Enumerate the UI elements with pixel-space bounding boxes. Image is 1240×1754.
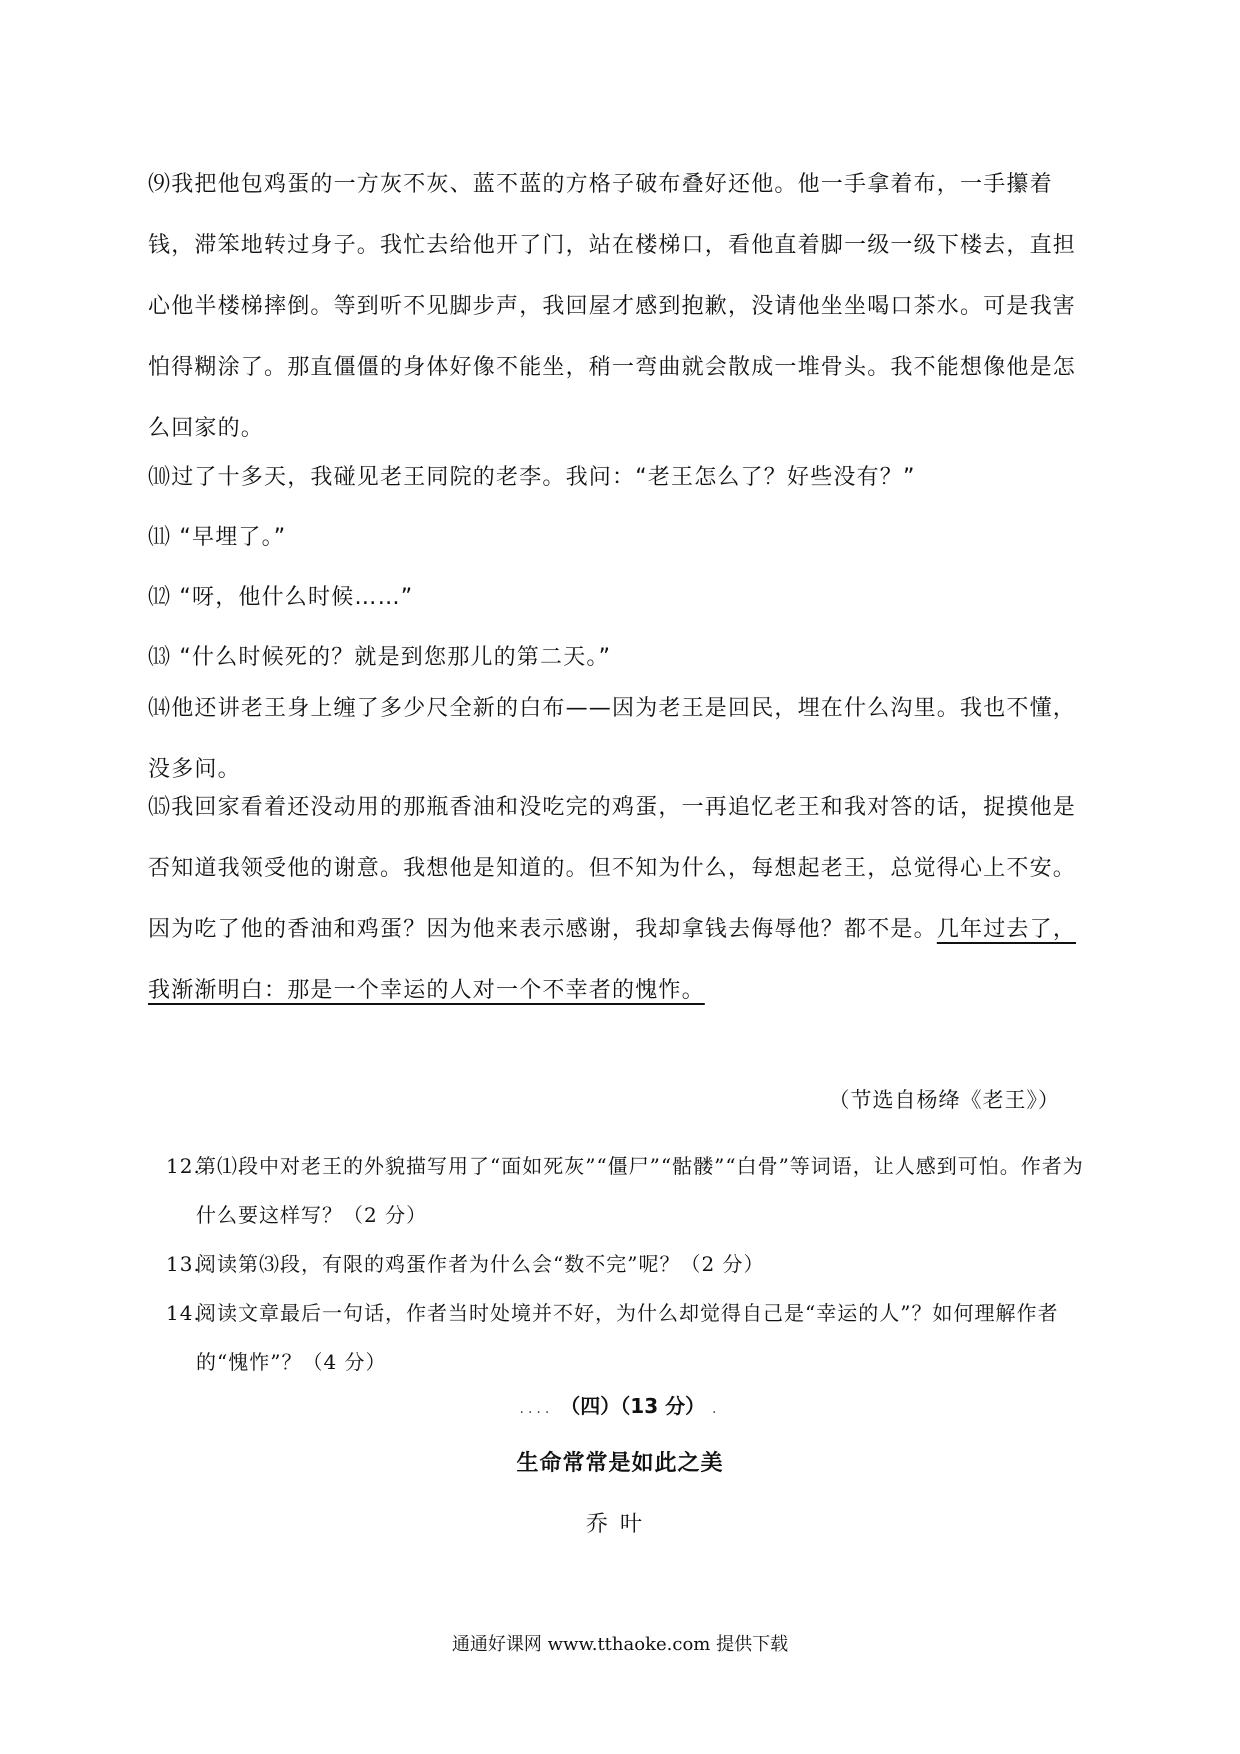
question-text: 阅读第⑶段，有限的鸡蛋作者为什么会“数不完”呢？（2 分） [196, 1252, 765, 1276]
paragraph-15 [148, 777, 1098, 1021]
question-number: 13. [166, 1252, 201, 1276]
paragraph-9: ⑼我把他包鸡蛋的一方灰不灰、蓝不蓝的方格子破布叠好还他。他一手拿着布，一手攥着钱，滞笨地转过身子。我忙去给他开了门，站在楼梯口，看他直着脚一级一级下楼去，直担心他半楼梯摔倒。等到听不见脚步声，我回屋才感到抱歉，没请他坐坐喝口茶水。可是我害怕得糊涂了。那直僵僵的身体好像不能坐，稍一弯曲就会散成一堆骨头。我不能想像他是怎么回家的。 [148, 172, 1077, 441]
essay-author: 乔叶 [585, 1512, 654, 1537]
question-text: 第⑴段中对老王的外貌描写用了“面如死灰”“僵尸”“骷髅”“白骨”等词语，让人感到可怕。作者为什么要这样写？（2 分） [196, 1154, 1084, 1227]
essay-title: 生命常常是如此之美 [516, 1451, 724, 1476]
section-dots: .... [519, 1401, 554, 1417]
question-number: 12. [166, 1154, 201, 1178]
paragraph-10: ⑽过了十多天，我碰见老王同院的老李。我问：“老王怎么了？好些没有？” [148, 465, 916, 490]
question-14 [166, 1289, 1096, 1387]
paragraph-14: ⒁他还讲老王身上缠了多少尺全新的白布——因为老王是回民，埋在什么沟里。我也不懂，没多问。 [148, 696, 1077, 782]
paragraph-11: ⑾ “早埋了。” [148, 525, 287, 550]
question-12 [166, 1142, 1096, 1240]
question-13 [166, 1240, 1096, 1289]
paragraph-12: ⑿ “呀，他什么时候……” [148, 585, 414, 610]
paragraph-15-text: ⒂我回家看着还没动用的那瓶香油和没吃完的鸡蛋，一再追忆老王和我对答的话，捉摸他是否知道我领受他的谢意。我想他是知道的。但不知为什么，每想起老王，总觉得心上不安。因为吃了他的香油和鸡蛋？因为他来表示感谢，我却拿钱去侮辱他？都不是。 [148, 795, 1077, 942]
paragraph-13: ⒀ “什么时候死的？就是到您那儿的第二天。” [148, 645, 612, 670]
source-citation: （节选自杨绛《老王》） [828, 1088, 1060, 1112]
page-footer: 通通好课网 www.tthaoke.com 提供下载 [451, 1634, 789, 1655]
section-label: （四）（13 分） [560, 1394, 706, 1418]
question-text: 阅读文章最后一句话，作者当时处境并不好，为什么却觉得自己是“幸运的人”？如何理解作者的“愧怍”？（4 分） [196, 1301, 1059, 1374]
underlined-sentence: 几年过去了，我渐渐明白：那是一个幸运的人对一个不幸者的愧怍。 [148, 917, 1077, 1003]
question-number: 14. [166, 1301, 201, 1325]
section-trail: . [712, 1401, 721, 1417]
section-heading [0, 1390, 1240, 1419]
